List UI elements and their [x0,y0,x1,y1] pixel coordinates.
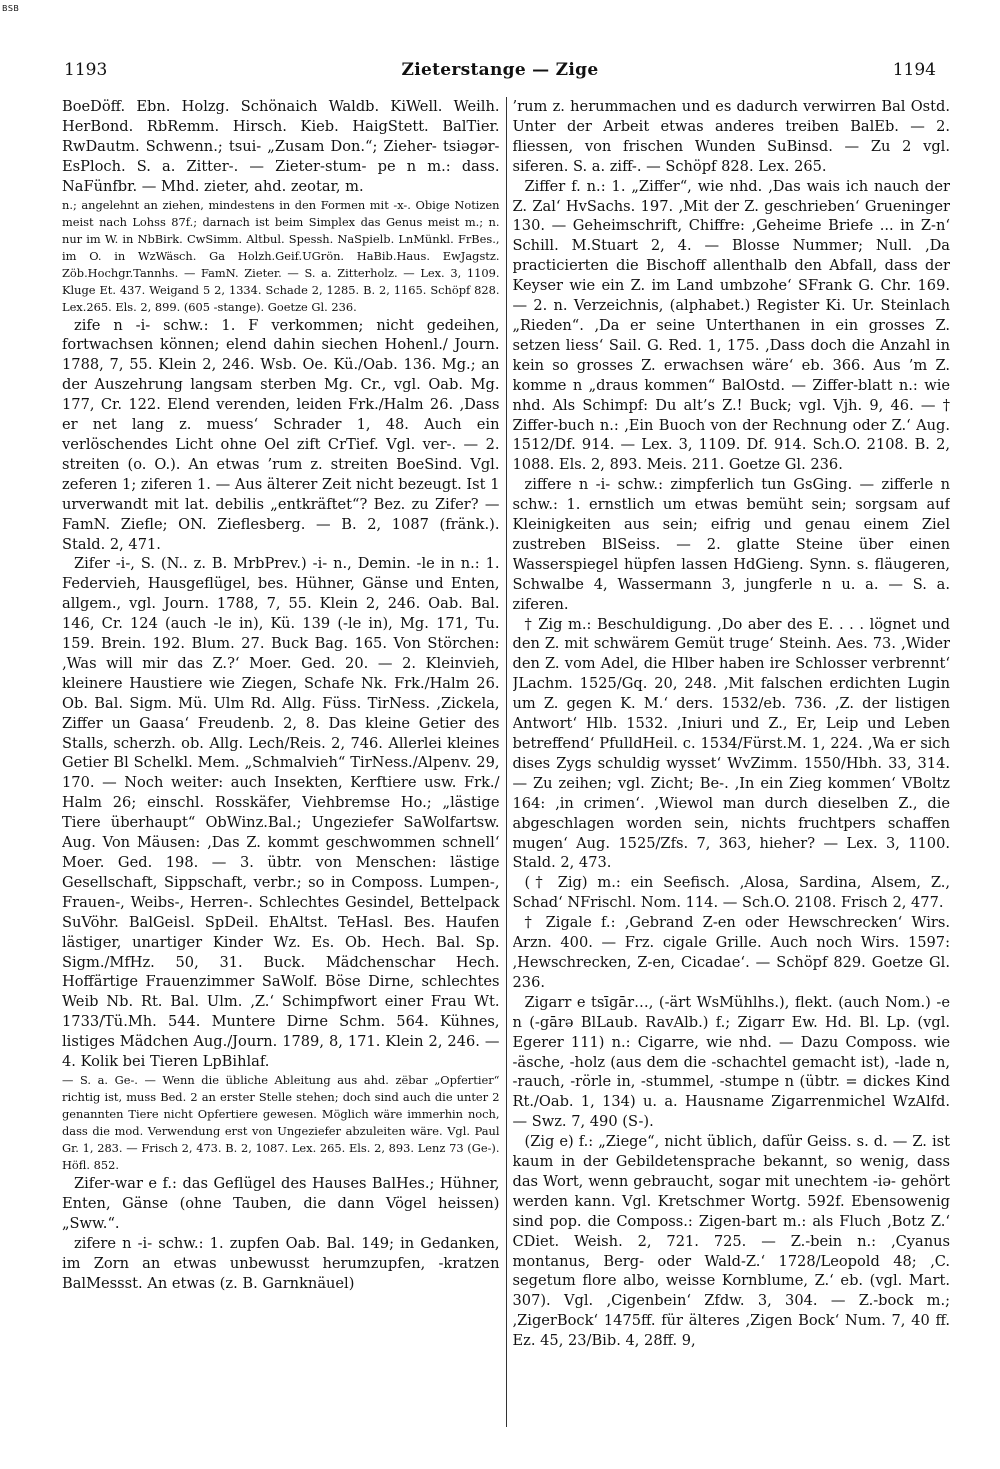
entry-paragraph: Zigarr e tsīgār…, (-ärt WsMühlhs.), flekt. (auch Nom.) -e n (-gārə BlLaub. RavAlb.) f.; Zigarr Ew. Hd. Bl. Lp. (vgl. Egerer 111) n.: Cigarre, wie nhd. — Dazu Composs. wie -äsche, -holz (aus dem die -schachtel gemacht ist), -lade n, -rauch, -rörle in, -stummel, -stumpe n (übtr. = dickes Kind Rt./Oab. 1, 134) u. a. Hausname Zigarrenmichel WzAlfd. — Swz. 7, 490 (S-). [512,993,950,1131]
entry-paragraph: † Zig m.: Beschuldigung. ‚Do aber des E. . . . lögnet und den Z. mit schwärem Gemüt truge‘ Steinh. Aes. 73. ‚Wider den Z. vom Adel, die Hlber haben ire Schlosser verbrennt‘ JLachm. 1525/Gq. 20, 248. ‚Mit falschen erdichten Lugin um Z. gegen K. M.‘ ders. 1532/eb. 736. ‚Z. der listigen Antwort‘ Hlb. 1532. ‚Iniuri und Z., Er, Leip und Leben betreffend‘ PfulldHeil. c. 1534/Fürst.M. 1, 224. ‚Wa er sich dises Zygs schuldig wysset‘ WvZimm. 1550/Hbh. 33, 314. — Zu zeihen; vgl. Zicht; Be-. ‚In ein Zieg kommen‘ VBoltz 164: ‚in crimen‘. ‚Wiewol man durch dieselben Z., die abgeschlagen worden sein, nichts fruchtpers schaffen mugen‘ Aug. 1525/Zfs. 7, 363, hieher? — Lex. 3, 1100. Stald. 2, 473. [512,615,950,872]
entry-paragraph: Zifer-war e f.: das Geflügel des Hauses BalHes.; Hühner, Enten, Gänse (ohne Tauben, die dann Vögel heissen) „Sww.“. [62,1174,500,1232]
entry-paragraph: ziffere n -i- schw.: zimpferlich tun GsGing. — zifferle n schw.: 1. ernstlich um etwas bemüht sein; sorgsam auf Kleinigkeiten aus sein; eifrig und genau einem Ziel zustreben BlSeiss. — 2. glatte Steine über einen Wasserspiegel hüpfen lassen HdGieng. Synn. s. fläugeren, Schwalbe 4, Wassermann 3, jungferle n u. a. — S. a. ziferen. [512,476,950,613]
entry-paragraph: Zifer -i-, S. (N.. z. B. MrbPrev.) -i- n., Demin. -le in n.: 1. Federvieh, Hausgeflügel, bes. Hühner, Gänse und Enten, allgem., vgl. Journ. 1788, 7, 55. Klein 2, 246. Oab. Bal. 146, Cr. 124 (auch -le in), Kü. 139 (-le in), Mg. 171, Tu. 159. Brein. 192. Blum. 27. Buck Bag. 165. Von Störchen: ‚Was will mir das Z.?‘ Moer. Ged. 20. — 2. Kleinvieh, kleinere Haustiere wie Ziegen, Schafe Nk. Frk./Halm 26. Ob. Bal. Sigm. Mü. Ulm Rd. Allg. Füss. TirNess. ‚Zickela, Ziffer un Gaasa‘ Freudenb. 2, 8. Das kleine Getier des Stalls, scherzh. ob. Allg. Lech/Reis. 2, 746. Allerlei kleines Getier Bl Schelkl. Mem. „Schmalvieh“ TirNess./Alpenv. 29, 170. — Noch weiter: auch Insekten, Kerftiere usw. Frk./ Halm 26; einschl. Rosskäfer, Viehbremse Ho.; „lästige Tiere überhaupt“ ObWinz.Bal.; Ungeziefer SaWolfartsw. Aug. Von Mäusen: ‚Das Z. kommt geschwommen schnell‘ Moer. Ged. 198. — 3. übtr. von Menschen: lästige Gesellschaft, Sippschaft, verbr.; so in Composs. Lumpen-, Frauen-, Weibs-, Herren-. Schlechtes Gesindel, Bettelpack SuVöhr. BalGeisl. SpDeil. EhAltst. TeHasl. Bes. Haufen lästiger, unartiger Kinder Wz. Es. Ob. Hech. Bal. Sp. Sigm./MfHz. 50, 31. Buck. Mädchenschar Hech. Hoffärtige Frauenzimmer SaWolf. Böse Dirne, schlechtes Weib Nb. Rt. Bal. Ulm. ‚Z.‘ Schimpfwort einer Frau Wt. 1733/Tü.Mh. 544. Muntere Dirne Schm. 564. Kühnes, listiges Mädchen Aug./Journ. 1789, 8, 171. Klein 2, 246. — 4. Kolik bei Tieren LpBihlaf. [62,555,500,1071]
entry-paragraph: (Zig e) f.: „Ziege“, nicht üblich, dafür Geiss. s. d. — Z. ist kaum in der Gebildetensprache bekannt, so wenig, dass das Wort, wenn gebraucht, sogar mit unechtem -iə- gehört werden kann. Vgl. Kretschmer Wortg. 592f. Ebensowenig sind pop. die Composs.: Zigen-bart m.: als Fluch ‚Botz Z.‘ CDiet. Weish. 2, 721. 725. — Z.-bein n.: ‚Cyanus montanus, Berg- oder Wald-Z.‘ 1728/Leopold 48; ‚C. segetum flore albo, weisse Kornblume, Z.‘ eb. (vgl. Mart. 307). Vgl. ‚Cigenbein‘ Zfdw. 3, 304. — Z.-bock m.; ‚ZigerBock‘ 1475ff. für älteres ‚Zigen Bock‘ Num. 7, 40 ff. Ez. 45, 23/Bib. 4, 28ff. 9, [512,1133,950,1350]
page-number-left: 1193 [64,60,108,80]
entry-paragraph: zife n -i- schw.: 1. F verkommen; nicht gedeihen, fortwachsen können; elend dahin siechen Hohenl./ Journ. 1788, 7, 55. Klein 2, 246. Wsb. Oe. Kü./Oab. 136. Mg.; an der Auszehrung langsam sterben Mg. Cr., vgl. Oab. Mg. 177, Cr. 122. Elend verenden, leiden Frk./Halm 26. ‚Dass er net lang z. muess‘ Schrader 1, 48. Auch ein verlöschendes Licht ohne Oel zift CrTief. Vgl. ver-. — 2. streiten (o. O.). An etwas ’rum z. streiten BoeSind. Vgl. zeferen 1; ziferen 1. — Aus älterer Zeit nicht bezeugt. Ist 1 urverwandt mit lat. debilis „entkräftet“? Bez. zu Zifer? — FamN. Ziefle; ON. Zieflesberg. — B. 2, 1087 (fränk.). Stald. 2, 471. [62,316,500,553]
entry-paragraph: Ziffer f. n.: 1. „Ziffer“, wie nhd. ‚Das wais ich nauch der Z. Zal‘ HvSachs. 197. ‚Mit der Z. geschrieben‘ Grueninger 130. — Geheimschrift, Chiffre: ‚Geheime Briefe ... in Z-n‘ Schill. M.Stuart 2, 4. — Blosse Nummer; Null. ‚Da practicierten die Bischoff allenthalb den Abfall, dass der Keyser wie ein Z. im Land umbzohe‘ SFrank G. Chr. 169. — 2. n. Verzeichnis, (alphabet.) Register Ki. Ur. Steinlach „Rieden“. ‚Da er seine Unterthanen in ein grosses Z. setzen liess‘ Sail. G. Red. 1, 175. ‚Dass doch die Anzahl in kein so grosses Z. erwachsen wäre‘ eb. 366. Aus ’m Z. komme n „draus kommen“ BalOstd. — Ziffer-blatt n.: wie nhd. Als Schimpf: Du alt’s Z.! Buck; vgl. Vjh. 9, 46. — † Ziffer-buch n.: ‚Ein Buoch von der Rechnung oder Z.‘ Aug. 1512/Df. 914. — Lex. 3, 1109. Df. 914. Sch.O. 2108. B. 2, 1088. Els. 2, 893. Meis. 211. Goetze Gl. 236. [512,177,950,474]
left-column [62,97,500,1437]
entry-paragraph: BoeDöff. Ebn. Holzg. Schönaich Waldb. KiWell. Weilh. HerBond. RbRemm. Hirsch. Kieb. HaigStett. BalTier. RwDautm. Schwenn.; tsui- „Zusam Don.“; Zieher- tsiəgər- EsPloch. S. a. Zitter-. — Zieter-stum- pe n m.: dass. NaFünfbr. — Mhd. zieter, ahd. zeotar, m. [62,98,500,195]
entry-paragraph: † Zigale f.: ‚Gebrand Z-en oder Hewschrecken‘ Wirs. Arzn. 400. — Frz. cigale Grille. Auch noch Wirs. 1597: ‚Hewschrecken, Z-en, Cicadae‘. — Schöpf 829. Goetze Gl. 236. [512,914,950,991]
running-title: Zieterstange — Zige [401,60,599,80]
running-head [64,60,936,84]
page-number-right: 1194 [892,60,936,80]
entry-paragraph: († Zig) m.: ein Seefisch. ‚Alosa, Sardina, Alsem, Z., Schad‘ NFrischl. Nom. 114. — Sch.O. 2108. Frisch 2, 477. [512,874,950,912]
entry-paragraph: zifere n -i- schw.: 1. zupfen Oab. Bal. 149; in Gedanken, im Zorn an etwas unbewusst herumzupfen, -kratzen BalMessst. An etwas (z. B. Garnknäuel) [62,1234,500,1292]
column-divider [506,97,507,1427]
text-columns [62,97,950,1437]
right-column [513,97,951,1437]
etymology-note: — S. a. Ge-. — Wenn die übliche Ableitung aus ahd. zëbar „Opfertier“ richtig ist, muss Bed. 2 an erster Stelle stehen; doch sind auch die unter 2 genannten Tiere nicht Opfertiere gewesen. Möglich wäre immerhin noch, dass die mod. Verwendung erst von Ungeziefer abzuleiten wäre. Vgl. Paul Gr. 1, 283. — Frisch 2, 473. B. 2, 1087. Lex. 265. Els. 2, 893. Lenz 73 (Ge-). Höfl. 852. [62,1072,500,1172]
entry-paragraph: ’rum z. herummachen und es dadurch verwirren Bal Ostd. Unter der Arbeit etwas anderes treiben BalEb. — 2. fliessen, von frischen Wunden SuBinsd. — Zu 2 vgl. siferen. S. a. ziff-. — Schöpf 828. Lex. 265. [512,98,950,175]
etymology-note: n.; angelehnt an ziehen, mindestens in den Formen mit -x-. Obige Notizen meist nach Lohss 87f.; darnach ist beim Simplex das Genus meist m.; n. nur im W. in NbBirk. CwSimm. Altbul. Spessh. NaSpielb. LnMünkl. FrBes., im O. in WzWäsch. Ga Holzh.Geif.UGrön. HaBib.Haus. EwJagstz. Zöb.Hochgr.Tannhs. — FamN. Zieter. — S. a. Zitterholz. — Lex. 3, 1109. Kluge Et. 437. Weigand 5 2, 1334. Schade 2, 1285. B. 2, 1165. Schöpf 828. Lex.265. Els. 2, 899. (605 -stange). Goetze Gl. 236. [62,197,500,314]
library-stamp: BSB [2,4,20,13]
